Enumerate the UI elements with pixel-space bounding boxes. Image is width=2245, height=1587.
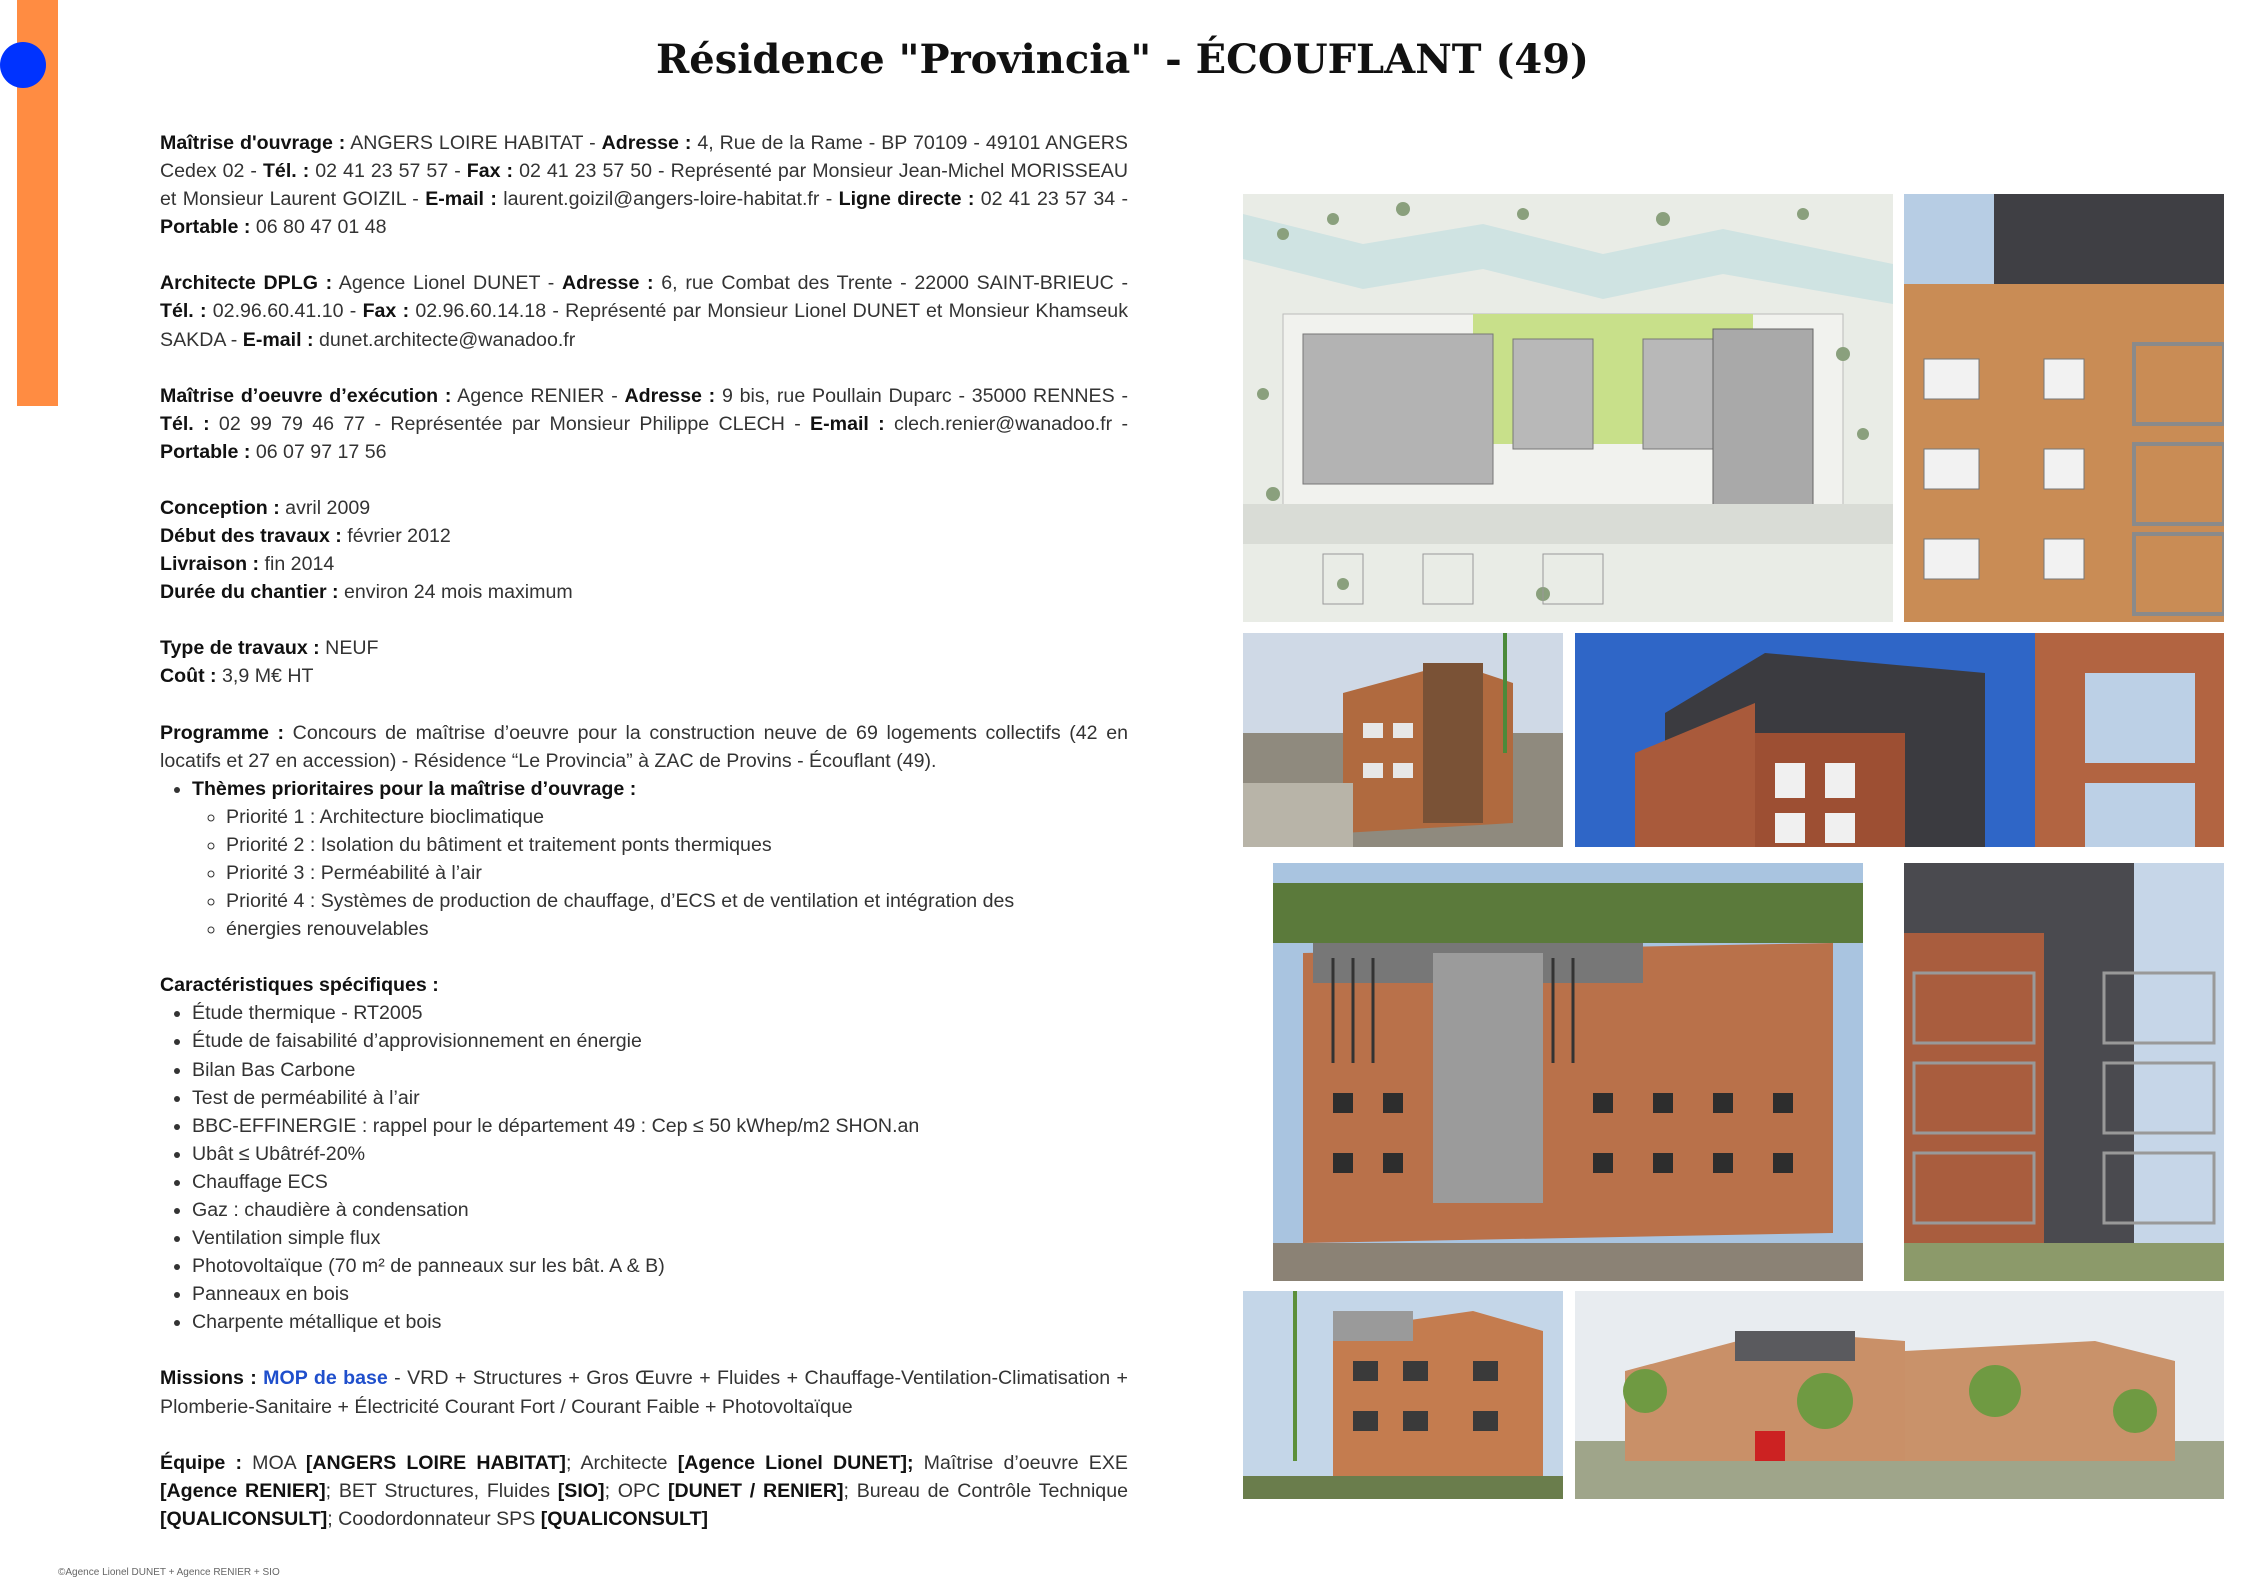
programme-section: Programme : Concours de maîtrise d’oeuvre pour la construction neuve de 69 logements collectifs (42 en locatifs et 27 en accession) - Résidence “Le Provincia” à ZAC de Provins - Écouflant (49). xyxy=(160,721,1128,772)
travaux-line: Type de travaux : NEUF xyxy=(160,637,379,660)
list-item: • Bilan Bas Carbone xyxy=(192,1056,1128,1084)
travaux-line: Coût : 3,9 M€ HT xyxy=(160,665,314,688)
list-item: ◦ Priorité 3 : Perméabilité à l’air xyxy=(226,859,1128,887)
page-title: Résidence "Provincia" - ÉCOUFLANT (49) xyxy=(656,36,1589,83)
date-line: Livraison : fin 2014 xyxy=(160,553,335,576)
priorites-list xyxy=(192,803,1128,943)
email-link[interactable]: clech.renier@wanadoo.fr - xyxy=(884,412,1128,435)
dates-section xyxy=(160,494,1128,606)
facade-closeup-image xyxy=(1904,194,2224,622)
completed-building-image xyxy=(1575,633,2224,847)
caracteristiques-heading: Caractéristiques spécifiques : xyxy=(160,974,439,997)
date-line: Début des travaux : février 2012 xyxy=(160,525,451,548)
list-item: ◦ Priorité 2 : Isolation du bâtiment et traitement ponts thermiques xyxy=(226,831,1128,859)
caracteristiques-list xyxy=(160,999,1128,1336)
list-item: • Panneaux en bois xyxy=(192,1280,1128,1308)
list-item: ◦ énergies renouvelables xyxy=(226,915,1128,943)
architecte-section: Architecte DPLG : Agence Lionel DUNET - Adresse : 6, rue Combat des Trente - 22000 SAINT-BRIEUC - Tél. : 02.96.60.41.10 - Fax : 02.96.60.14.18 - Représenté par Monsieur Lionel DUNET et Monsieur Khamseuk SAKDA - E-mail : dunet.architecte@wanadoo.fr xyxy=(160,272,1128,351)
themes-list xyxy=(160,775,1128,944)
date-line: Conception : avril 2009 xyxy=(160,496,371,519)
list-item: • Photovoltaïque (70 m² de panneaux sur les bât. A & B) xyxy=(192,1252,1128,1280)
list-item: • Étude thermique - RT2005 xyxy=(192,999,1128,1027)
list-item: • Gaz : chaudière à condensation xyxy=(192,1196,1128,1224)
list-item: • Ubât ≤ Ubâtréf-20% xyxy=(192,1140,1128,1168)
project-details xyxy=(160,129,1128,1561)
list-item: • Étude de faisabilité d’approvisionnement en énergie xyxy=(192,1027,1128,1055)
email-link[interactable]: laurent.goizil@angers-loire-habitat.fr - xyxy=(496,188,839,211)
missions-section: Missions : MOP de base - VRD + Structures + Gros Œuvre + Fluides + Chauffage-Ventilation-Climatisation + Plomberie-Sanitaire + Électricité Courant Fort / Courant Faible + Photovoltaïque xyxy=(160,1367,1128,1418)
aerial-view-image xyxy=(1273,863,1863,1281)
construction-site-image xyxy=(1243,633,1563,847)
list-item: • Test de perméabilité à l’air xyxy=(192,1084,1128,1112)
mop-link[interactable]: MOP de base xyxy=(263,1367,388,1390)
list-item: • Charpente métallique et bois xyxy=(192,1308,1128,1336)
building-crane-image xyxy=(1243,1291,1563,1499)
site-plan-image xyxy=(1243,194,1893,622)
maitrise-ouvrage-section: Maîtrise d'ouvrage : ANGERS LOIRE HABITAT - Adresse : 4, Rue de la Rame - BP 70109 - 49101 ANGERS Cedex 02 - Tél. : 02 41 23 57 57 - Fax : 02 41 23 57 50 - Représenté par Monsieur Jean-Michel MORISSEAU et Monsieur Laurent GOIZIL - E-mail : laurent.goizil@angers-loire-habitat.fr - Ligne directe : 02 41 23 57 34 - Portable : 06 80 47 01 48 xyxy=(160,132,1128,239)
rendering-image xyxy=(1575,1291,2224,1499)
list-item: • Ventilation simple flux xyxy=(192,1224,1128,1252)
email-link[interactable]: dunet.architecte@wanadoo.fr xyxy=(313,328,576,351)
list-item: • BBC-EFFINERGIE : rappel pour le département 49 : Cep ≤ 50 kWhep/m2 SHON.an xyxy=(192,1112,1128,1140)
list-item: ◦ Priorité 4 : Systèmes de production de chauffage, d’ECS et de ventilation et intégration des xyxy=(226,887,1128,915)
date-line: Durée du chantier : environ 24 mois maximum xyxy=(160,581,573,604)
list-item: ◦ Priorité 1 : Architecture bioclimatique xyxy=(226,803,1128,831)
balconies-facade-image xyxy=(1904,863,2224,1281)
list-item: • Chauffage ECS xyxy=(192,1168,1128,1196)
travaux-section xyxy=(160,634,1128,690)
copyright-footer: ©Agence Lionel DUNET + Agence RENIER + SIO xyxy=(58,1567,280,1578)
equipe-section: Équipe : MOA [ANGERS LOIRE HABITAT]; Architecte [Agence Lionel DUNET]; Maîtrise d’oeuvre EXE [Agence RENIER]; BET Structures, Fluides [SIO]; OPC [DUNET / RENIER]; Bureau de Contrôle Technique [QUALICONSULT]; Coodordonnateur SPS [QUALICONSULT] xyxy=(160,1451,1128,1530)
execution-section: Maîtrise d’oeuvre d’exécution : Agence RENIER - Adresse : 9 bis, rue Poullain Duparc - 35000 RENNES - Tél. : 02 99 79 46 77 - Représentée par Monsieur Philippe CLECH - E-mail : clech.renier@wanadoo.fr - Portable : 06 07 97 17 56 xyxy=(160,384,1128,463)
themes-heading: • Thèmes prioritaires pour la maîtrise d’ouvrage : ◦ Priorité 1 : Architecture bioclimatique ◦ Priorité 2 : Isolation du bâtiment et traitement ponts thermiques ◦ Priorité 3 : Perméabilité à l’air ◦ Priorité 4 : Systèmes de production de chauffage, d’ECS et de ventilation et intégration des ◦ énergies renouvelables xyxy=(192,775,1128,944)
